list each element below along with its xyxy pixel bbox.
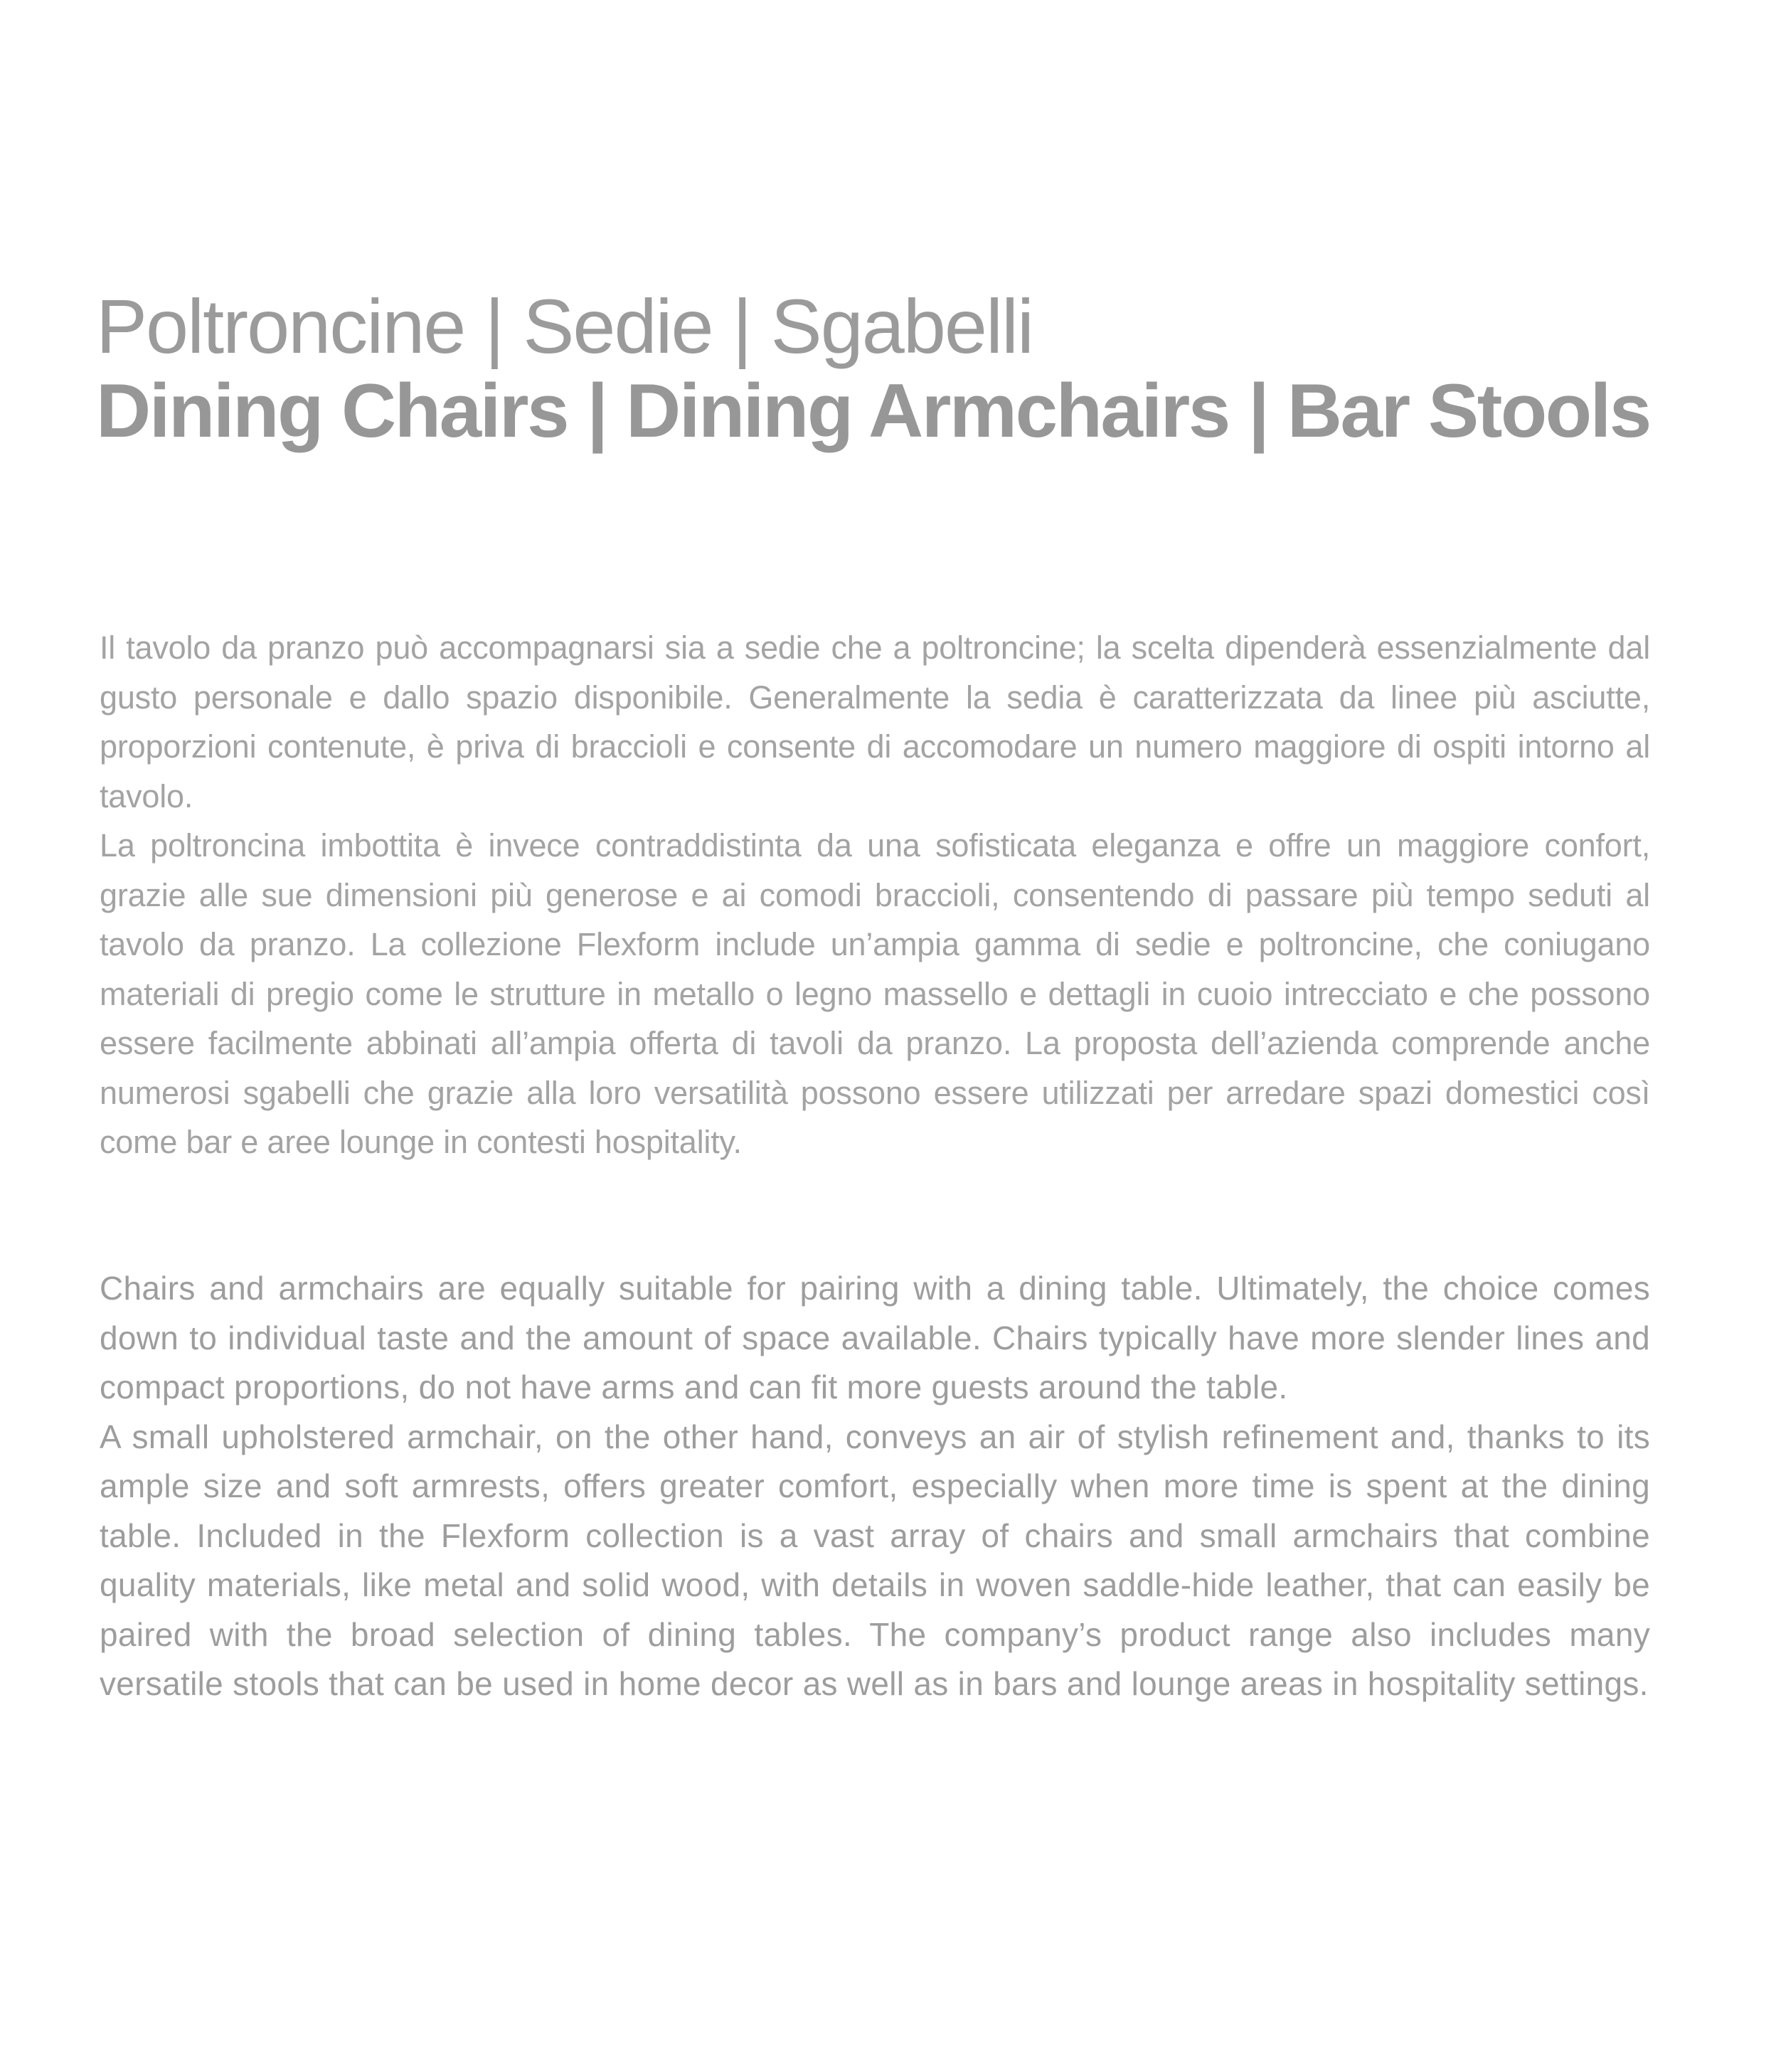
page-title-italian: Poltroncine | Sedie | Sgabelli — [96, 283, 1033, 369]
page-title-english: Dining Chairs | Dining Armchairs | Bar Stools — [96, 368, 1650, 453]
english-paragraph-2: A small upholstered armchair, on the other hand, conveys an air of stylish refinement and, thanks to its ample size and soft armrests, offers greater comfort, especially when more time is spent at the dining table. Included in the Flexform collection is a vast array of chairs and small armchairs that combine quality materials, like metal and solid wood, with details in woven saddle-hide leather, that can easily be paired with the broad selection of dining tables. The company’s product range also includes many versatile stools that can be used in home decor as well as in bars and lounge areas in hospitality settings. — [100, 1418, 1650, 1702]
italian-text-section — [100, 623, 1650, 1167]
english-paragraph-1: Chairs and armchairs are equally suitable for pairing with a dining table. Ultimately, the choice comes down to individual taste and the amount of space available. Chairs typically have more slender lines and compact proportions, do not have arms and can fit more guests around the table. — [100, 1270, 1650, 1406]
english-text-section — [100, 1264, 1650, 1709]
italian-paragraph-2: La poltroncina imbottita è invece contraddistinta da una sofisticata eleganza e offre un maggiore confort, grazie alle sue dimensioni più generose e ai comodi braccioli, consentendo di passare più tempo seduti al tavolo da pranzo. La collezione Flexform include un’ampia gamma di sedie e poltroncine, che coniugano materiali di pregio come le strutture in metallo o legno massello e dettagli in cuoio intrecciato e che possono essere facilmente abbinati all’ampia offerta di tavoli da pranzo. La proposta dell’azienda comprende anche numerosi sgabelli che grazie alla loro versatilità possono essere utilizzati per arredare spazi domestici così come bar e aree lounge in contesti hospitality. — [100, 827, 1650, 1160]
italian-paragraph-1: Il tavolo da pranzo può accompagnarsi sia a sedie che a poltroncine; la scelta dipenderà essenzialmente dal gusto personale e dallo spazio disponibile. Generalmente la sedia è caratterizzata da linee più asciutte, proporzioni contenute, è priva di braccioli e consente di accomodare un numero maggiore di ospiti intorno al tavolo. — [100, 629, 1650, 814]
heading-block — [96, 285, 1732, 452]
